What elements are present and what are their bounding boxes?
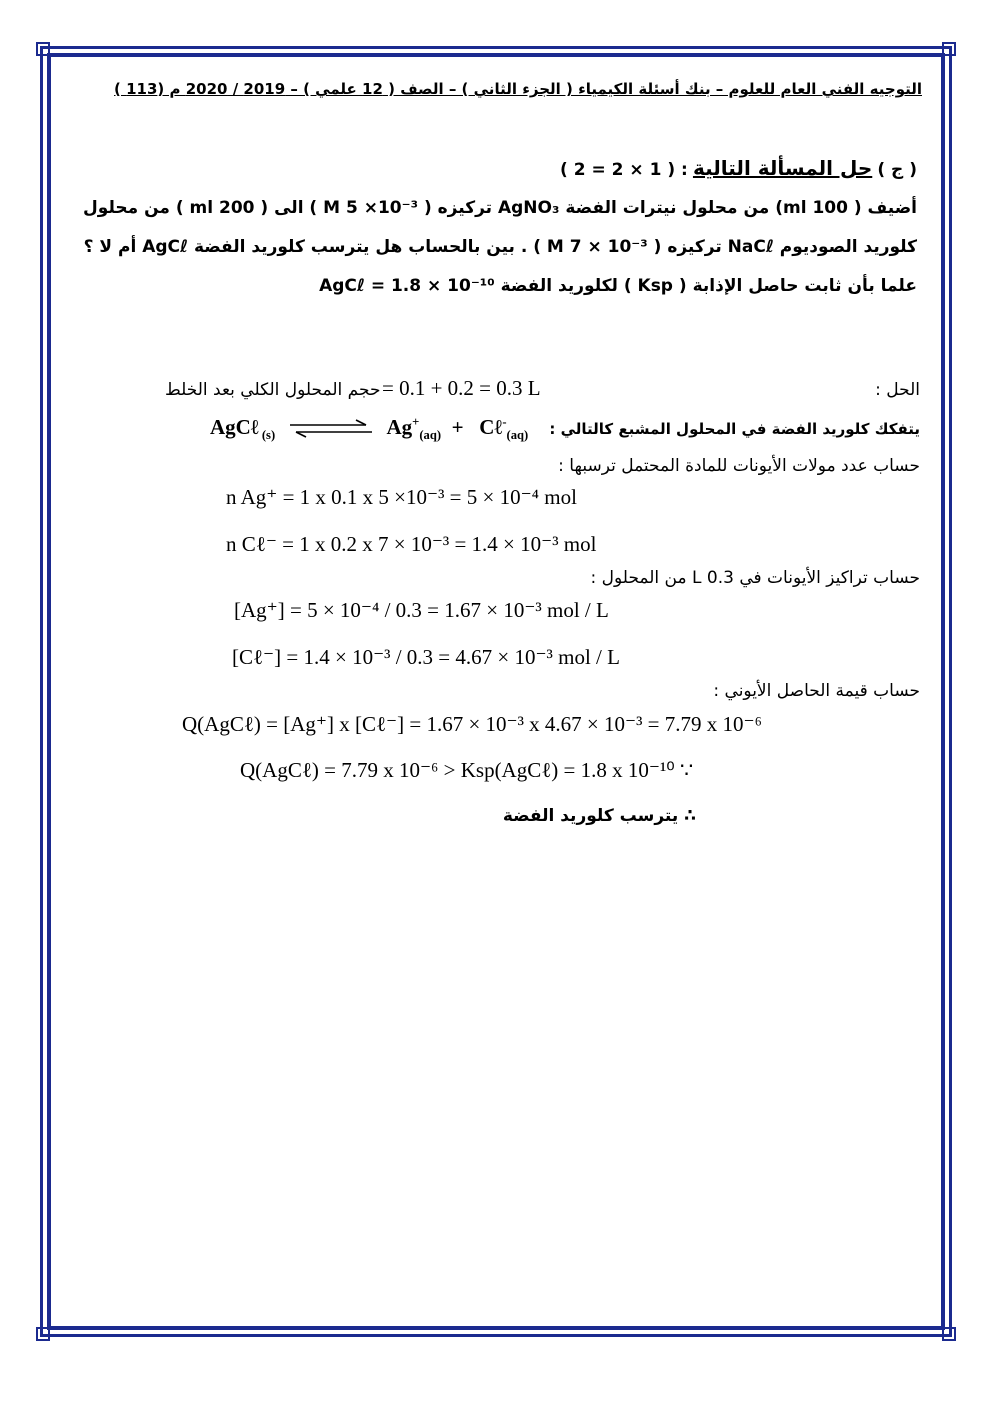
question-marks: : ( 1 × 2 = 2 )	[560, 160, 688, 180]
dissociation-text: يتفكك كلوريد الفضة في المحلول المشبع كالتالي :	[549, 420, 920, 438]
ion-product-title: حساب قيمة الحاصل الأيوني :	[713, 681, 920, 701]
question-line-1: أضيف ( 100 ml) من محلول نيترات الفضة AgNO₃ تركيزه ( M ‎5 ×10⁻³ ) الى ( 200 ml ) من محلول	[83, 198, 917, 218]
page-header: التوجيه الفني العام للعلوم – بنك أسئلة الكيمياء ( الجزء الثاني ) – الصف ( 12 علمي ) – 2019 / 2020 م (113 )	[114, 80, 922, 98]
dissociation-equation: AgCℓ $_{(s)}$ $Ag^+_{(aq)}$ + Cℓ-$_{(aq)}$	[210, 415, 529, 443]
question-label: ( ج )	[877, 160, 917, 180]
question-line-3: علما بأن ثابت حاصل الإذابة ( Ksp ) لكلوريد الفضة AgCℓ = 1.8 × 10⁻¹⁰	[319, 276, 917, 296]
corner-ornament	[36, 1327, 50, 1341]
comparison: Q(AgCℓ) = 7.79 x 10⁻⁶ > Ksp(AgCℓ) = 1.8 x 10⁻¹⁰ ∵	[240, 758, 694, 782]
solution-label: الحل :	[875, 380, 920, 400]
moles-cl: n Cℓ⁻ = 1 x 0.2 x 7 × 10⁻³ = 1.4 × 10⁻³ mol	[226, 532, 597, 556]
ion-product-equation: Q(AgCℓ) = [Ag⁺] x [Cℓ⁻] = 1.67 × 10⁻³ x 4.67 × 10⁻³ = 7.79 x 10⁻⁶	[182, 712, 762, 736]
volume-text: حجم المحلول الكلي بعد الخلط	[165, 380, 381, 400]
corner-ornament	[942, 42, 956, 56]
question-title-line	[560, 156, 917, 180]
corner-ornament	[942, 1327, 956, 1341]
concentration-title: حساب تراكيز الأيونات في 0.3 L من المحلول :	[590, 568, 920, 588]
volume-equation: = 0.1 + 0.2 = 0.3 L	[382, 376, 541, 400]
concentration-ag: [Ag⁺] = 5 × 10⁻⁴ / 0.3 = 1.67 × 10⁻³ mol / L	[234, 598, 609, 622]
question-title: حل المسألة التالية	[692, 156, 873, 180]
concentration-cl: [Cℓ⁻] = 1.4 × 10⁻³ / 0.3 = 4.67 × 10⁻³ mol / L	[232, 645, 620, 669]
question-line-2: كلوريد الصوديوم NaCℓ تركيزه ( M ‎7 × 10⁻³ ) . بين بالحساب هل يترسب كلوريد الفضة AgCℓ أم لا ؟	[83, 237, 917, 257]
corner-ornament	[36, 42, 50, 56]
conclusion: ∴ يترسب كلوريد الفضة	[502, 806, 696, 826]
moles-ag: n Ag⁺ = 1 x 0.1 x 5 ×10⁻³ = 5 × 10⁻⁴ mol	[226, 485, 577, 509]
moles-title: حساب عدد مولات الأيونات للمادة المحتمل ترسبها :	[558, 456, 920, 476]
equilibrium-arrow-icon	[286, 419, 376, 439]
